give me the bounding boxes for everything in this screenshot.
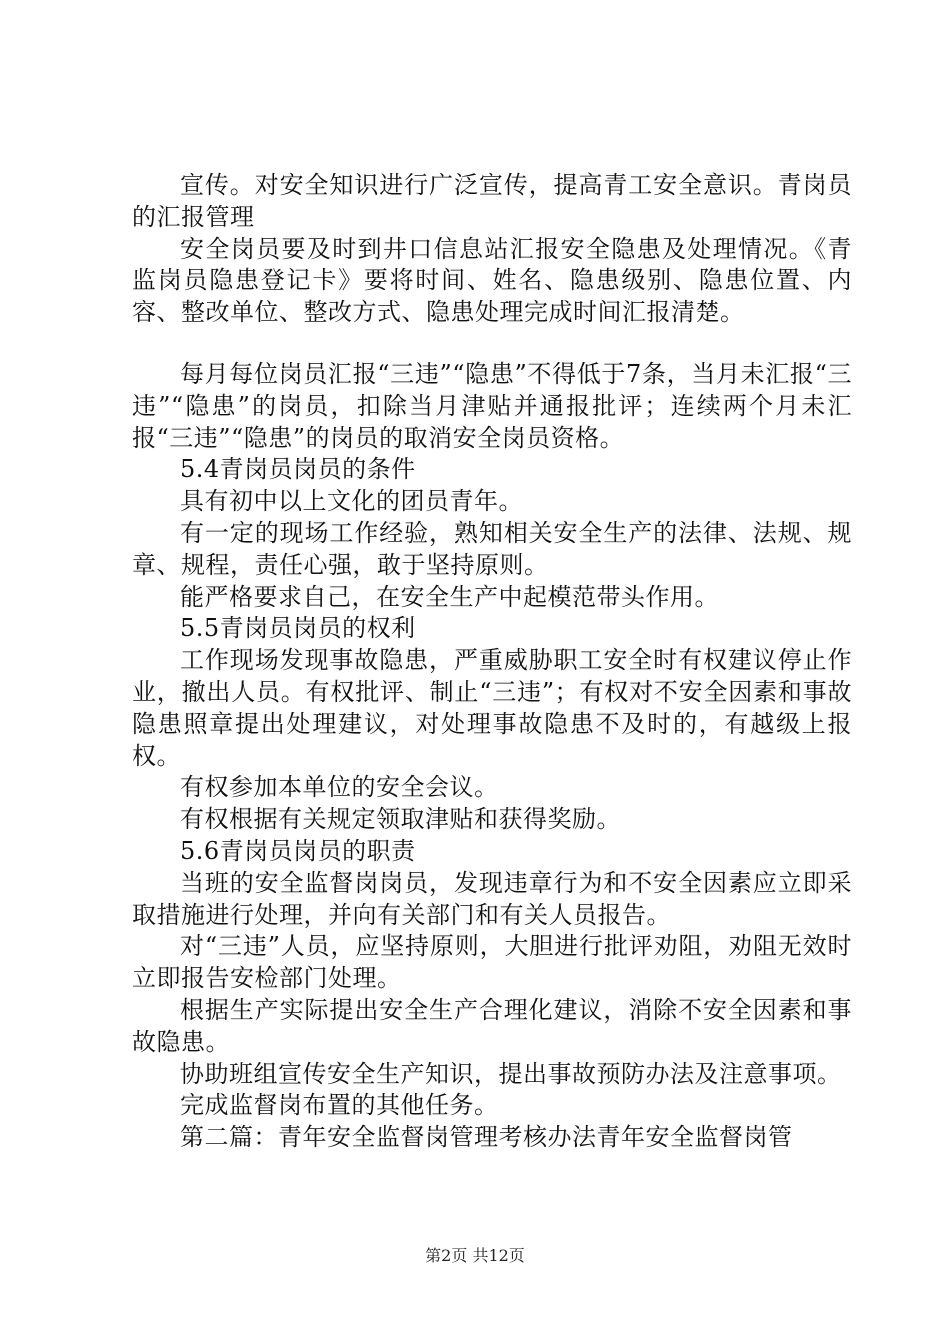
paragraph: 协助班组宣传安全生产知识，提出事故预防办法及注意事项。 <box>180 1059 842 1088</box>
paragraph: 有权根据有关规定领取津贴和获得奖励。 <box>180 805 621 834</box>
section-heading: 5.5青岗员岗员的权利 <box>180 614 416 643</box>
paragraph: 有权参加本单位的安全会议。 <box>180 773 499 802</box>
paragraph: 能严格要求自己，在安全生产中起模范带头作用。 <box>180 582 719 611</box>
section-heading: 5.6青岗员岗员的职责 <box>180 836 416 865</box>
paragraph: 第二篇：青年安全监督岗管理考核办法青年安全监督岗管 <box>180 1123 793 1152</box>
paragraph: 工作现场发现事故隐患，严重威胁职工安全时有权建议停止作业，撤出人员。有权批评、制止“三违”；有权对不安全因素和事故隐患照章提出处理建议，对处理事故隐患不及时的，有越级上报权。 <box>132 646 852 770</box>
paragraph: 当班的安全监督岗岗员，发现违章行为和不安全因素应立即采取措施进行处理，并向有关部门和有关人员报告。 <box>132 868 852 929</box>
paragraph: 有一定的现场工作经验，熟知相关安全生产的法律、法规、规章、规程，责任心强，敢于坚持原则。 <box>132 518 852 579</box>
section-heading: 5.4青岗员岗员的条件 <box>180 455 416 484</box>
page-number: 第2页 共12页 <box>425 1246 525 1265</box>
paragraph: 完成监督岗布置的其他任务。 <box>180 1091 499 1120</box>
paragraph: 每月每位岗员汇报“三违”“隐患”不得低于7条，当月未汇报“三违”“隐患”的岗员，扣除当月津贴并通报批评；连续两个月未汇报“三违”“隐患”的岗员的取消安全岗员资格。 <box>132 359 852 452</box>
paragraph: 根据生产实际提出安全生产合理化建议，消除不安全因素和事故隐患。 <box>132 995 852 1056</box>
body-text <box>132 170 852 1154</box>
paragraph: 对“三违”人员，应坚持原则，大胆进行批评劝阻，劝阻无效时立即报告安检部门处理。 <box>132 932 852 993</box>
paragraph: 具有初中以上文化的团员青年。 <box>180 487 523 516</box>
paragraph: 安全岗员要及时到井口信息站汇报安全隐患及处理情况。《青监岗员隐患登记卡》要将时间、姓名、隐患级别、隐患位置、内容、整改单位、整改方式、隐患处理完成时间汇报清楚。 <box>132 234 852 327</box>
paragraph: 宣传。对安全知识进行广泛宣传，提高青工安全意识。青岗员的汇报管理 <box>132 171 852 231</box>
